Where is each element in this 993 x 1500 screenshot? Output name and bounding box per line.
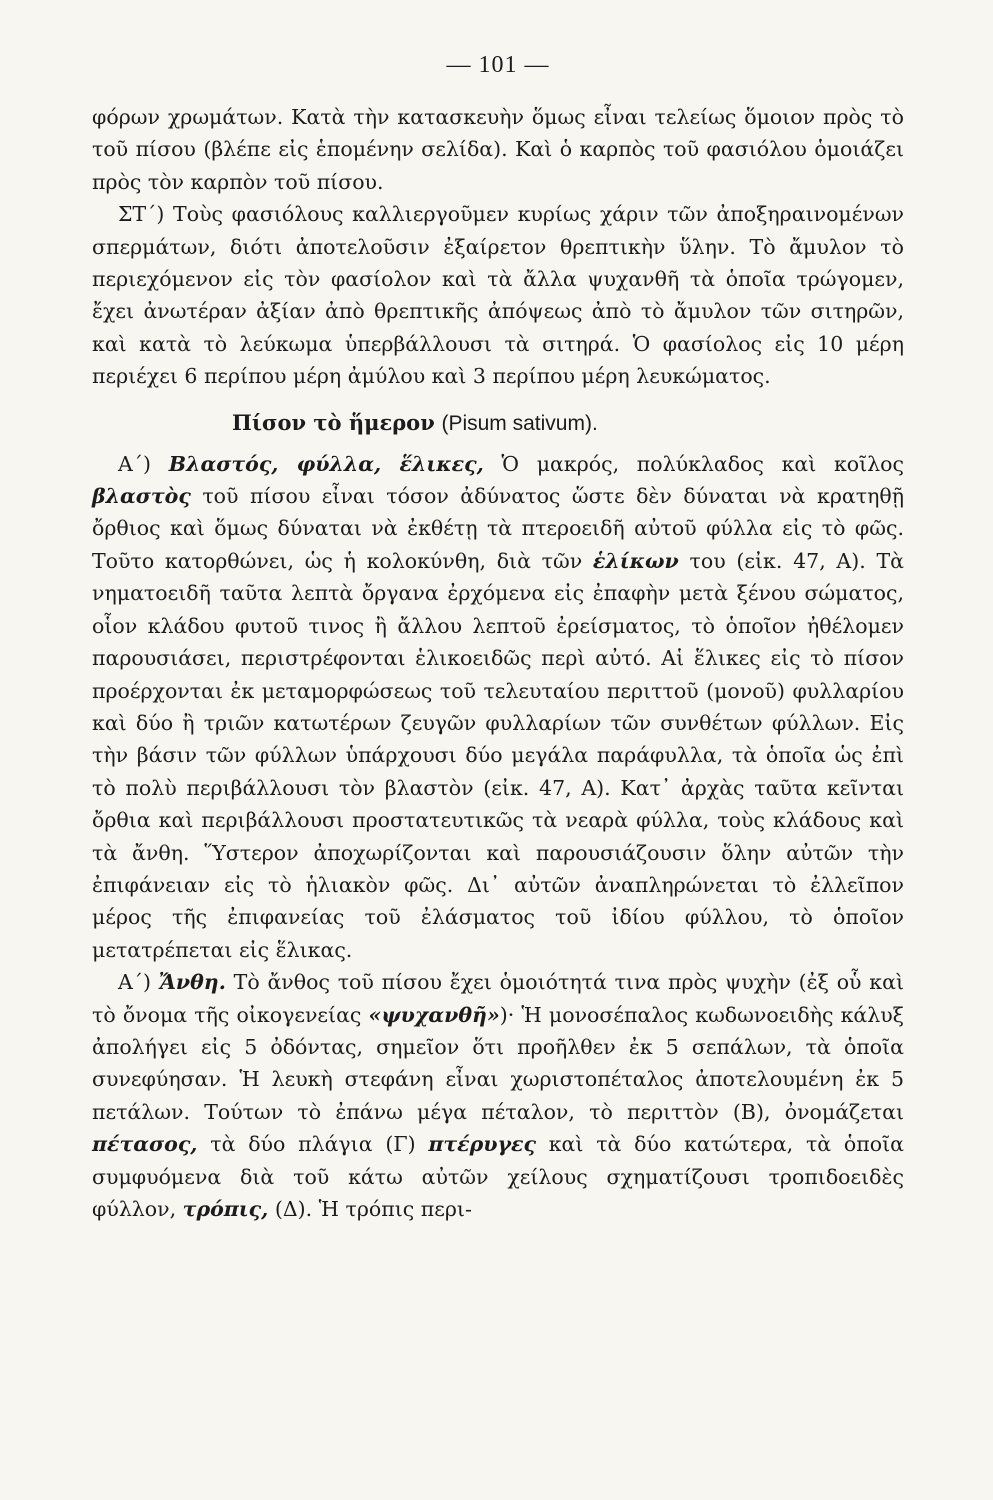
section-b-text2: )· Ἡ μονοσέπαλος κωδωνοειδὴς κάλυξ ἀπολήγει εἰς 5 ὀδόντας, σημεῖον ὅτι προῆλθεν ἐκ 5 σεπάλων, τὰ ὁποῖα συνεφύησαν. Ἡ λευκὴ στεφάνη εἶναι χωριστοπέταλος ἀποτελουμένη ἐκ 5 πετάλων. Τούτων τὸ ἐπάνω μέγα πέταλον, τὸ περιττὸν (Β), ὀνομάζεται — [92, 1002, 904, 1124]
section-b-label: Α΄) — [118, 970, 152, 995]
term-psychanthi: «ψυχανθῆ» — [368, 1002, 500, 1027]
paragraph-b — [92, 966, 904, 1225]
section-b-term: Ἄνθη. — [158, 970, 226, 995]
section-a-label: Α΄) — [118, 451, 152, 476]
section-a-text1: Ὁ μακρός, πολύκλαδος καὶ κοῖλος — [501, 451, 904, 476]
term-blastos: βλαστὸς — [92, 484, 191, 509]
section-heading — [92, 407, 904, 440]
page — [92, 52, 904, 1225]
paragraph-st: ΣΤ΄) Τοὺς φασιόλους καλλιεργοῦμεν κυρίως χάριν τῶν ἀποξηραινομένων σπερμάτων, διότι ἀποτελοῦσιν ἐξαίρετον θρεπτικὴν ὕλην. Τὸ ἄμυλον τὸ περιεχόμενον εἰς τὸν φασίολον καὶ τὰ ἄλλα ψυχανθῆ τὰ ὁποῖα τρώγομεν, ἔχει ἀνωτέραν ἀξίαν ἀπὸ θρεπτικῆς ἀπόψεως ἀπὸ τὸ ἄμυλον τῶν σιτηρῶν, καὶ κατὰ τὸ λεύκωμα ὑπερβάλλουσι τὰ σιτηρά. Ὁ φασίολος εἰς 10 μέρη περιέχει 6 περίπου μέρη ἀμύλου καὶ 3 περίπου μέρη λευκώματος. — [92, 202, 904, 389]
section-a-terms: Βλαστός, φύλλα, ἕλικες, — [168, 451, 484, 476]
paragraph-a — [92, 448, 904, 967]
section-b-text5: (Δ). Ἡ τρόπις περι- — [274, 1197, 472, 1221]
heading-greek: Πίσον τὸ ἥμερον — [232, 409, 435, 435]
section-b-text4: καὶ τὰ δύο κατώτερα, τὰ ὁποῖα συμφυόμενα διὰ τοῦ κάτω αὐτῶν χείλους σχηματίζουσι τροπιδοειδὲς φύλλον, — [92, 1132, 904, 1221]
section-a-text3: του (εἰκ. 47, Α). Τὰ νηματοειδῆ ταῦτα λεπτὰ ὄργανα ἐρχόμενα εἰς ἐπαφὴν μετὰ ξένου σώματος, οἷον κλάδου φυτοῦ τινος ἢ ἄλλου λεπτοῦ ἐρείσματος, τὸ ὁποῖον ἠθέλομεν παρουσιάσει, περιστρέφονται ἑλικοειδῶς περὶ αὐτό. Αἱ ἕλικες εἰς τὸ πίσον προέρχονται ἐκ μεταμορφώσεως τοῦ τελευταίου περιττοῦ (μονοῦ) φυλλαρίου καὶ δύο ἢ τριῶν κατωτέρων ζευγῶν φυλλαρίων τῶν συνθέτων φύλλων. Εἰς τὴν βάσιν τῶν φύλλων ὑπάρχουσι δύο μεγάλα παράφυλλα, τὰ ὁποῖα ὡς ἐπὶ τὸ πολὺ περιβάλλουσι τὸν βλαστὸν (εἰκ. 47, Α). Κατ᾽ ἀρχὰς ταῦτα κεῖνται ὄρθια καὶ περιβάλλουσι προστατευτικῶς τὰ νεαρὰ φύλλα, τοὺς κλάδους καὶ τὰ ἄνθη. Ὕστερον ἀποχωρίζονται καὶ παρουσιάζουσιν ὅλην αὐτῶν τὴν ἐπιφάνειαν εἰς τὸ ἡλιακὸν φῶς. Δι᾽ αὐτῶν ἀναπληρώνεται τὸ ἐλλεῖπον μέρος τῆς ἐπιφανείας τοῦ ἐλάσματος τοῦ ἰδίου φύλλου, τὸ ὁποῖον μετατρέπεται εἰς ἕλικας. — [92, 548, 904, 962]
term-pteryges: πτέρυγες — [428, 1132, 536, 1157]
body-text — [92, 101, 904, 1225]
term-elikon: ἑλίκων — [592, 548, 679, 573]
section-b-text3: τὰ δύο πλάγια (Γ) — [210, 1132, 416, 1157]
paragraph-continuation: φόρων χρωμάτων. Κατὰ τὴν κατασκευὴν ὅμως εἶναι τελείως ὅμοιον πρὸς τὸ τοῦ πίσου (βλέπε εἰς ἑπομένην σελίδα). Καὶ ὁ καρπὸς τοῦ φασιόλου ὁμοιάζει πρὸς τὸν καρπὸν τοῦ πίσου. — [92, 105, 904, 194]
section-a-text2: τοῦ πίσου εἶναι τόσον ἀδύνατος ὥστε δὲν δύναται νὰ κρατηθῇ ὄρθιος καὶ ὅμως δύναται νὰ ἐκθέτῃ τὰ πτεροειδῆ αὐτοῦ φύλλα εἰς τὸ φῶς. Τοῦτο κατορθώνει, ὡς ἡ κολοκύνθη, διὰ τῶν — [92, 484, 904, 573]
heading-latin: (Pisum sativum). — [441, 411, 598, 435]
term-tropis: τρόπις, — [182, 1197, 269, 1221]
page-number: — 101 — — [446, 52, 550, 78]
section-b-text1: Τὸ ἄνθος τοῦ πίσου ἔχει ὁμοιότητά τινα πρὸς ψυχὴν (ἐξ οὗ καὶ τὸ ὄνομα τῆς οἰκογενείας — [92, 970, 904, 1027]
term-petasos: πέτασος, — [92, 1132, 198, 1157]
